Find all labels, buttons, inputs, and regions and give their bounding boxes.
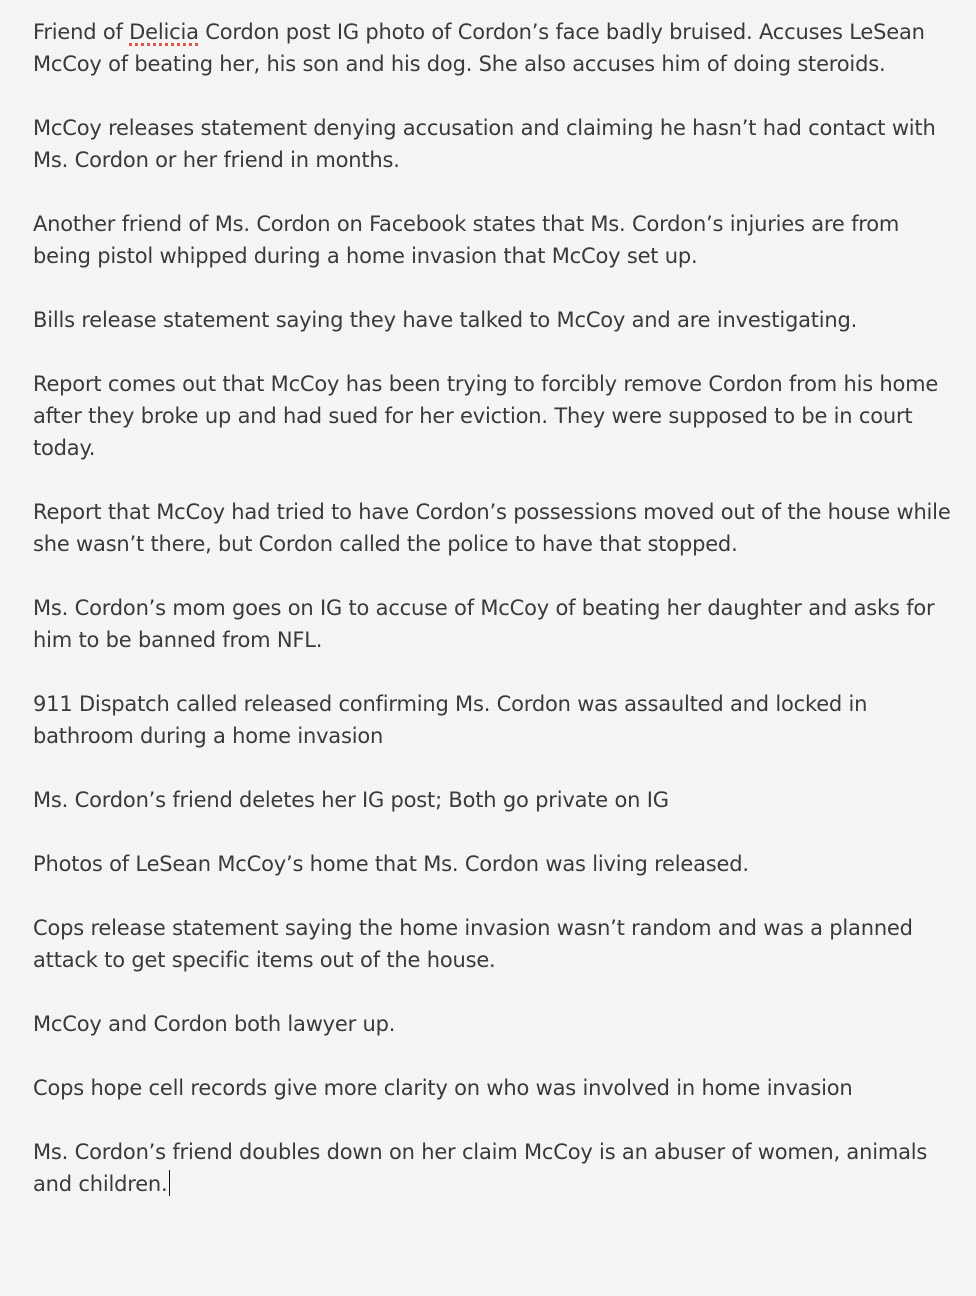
- note-paragraph: Report comes out that McCoy has been trying to forcibly remove Cordon from his home after they broke up and had sued for her eviction. They were supposed to be in court today.: [33, 372, 945, 460]
- note-paragraph: Photos of LeSean McCoy’s home that Ms. Cordon was living released.: [33, 852, 749, 876]
- text-cursor: [169, 1170, 171, 1196]
- misspelled-word[interactable]: Delicia: [129, 20, 199, 44]
- note-paragraph: [33, 1136, 953, 1200]
- paragraph-text: Cordon post IG photo of Cordon’s face badly bruised. Accuses LeSean McCoy of beating her, his son and his dog. She also accuses him of doing steroids.: [33, 20, 932, 76]
- note-paragraph: [33, 16, 953, 80]
- note-paragraph: Report that McCoy had tried to have Cordon’s possessions moved out of the house while she wasn’t there, but Cordon called the police to have that stopped.: [33, 500, 958, 556]
- paragraph-text: Ms. Cordon’s friend doubles down on her claim McCoy is an abuser of women, animals and children.: [33, 1140, 934, 1196]
- note-paragraph: Ms. Cordon’s friend deletes her IG post; Both go private on IG: [33, 788, 669, 812]
- note-paragraph: Another friend of Ms. Cordon on Facebook states that Ms. Cordon’s injuries are from being pistol whipped during a home invasion that McCoy set up.: [33, 212, 906, 268]
- note-paragraph: Ms. Cordon’s mom goes on IG to accuse of McCoy of beating her daughter and asks for him to be banned from NFL.: [33, 596, 941, 652]
- note-paragraph: McCoy releases statement denying accusation and claiming he hasn’t had contact with Ms. Cordon or her friend in months.: [33, 116, 943, 172]
- note-paragraph: Cops release statement saying the home invasion wasn’t random and was a planned attack to get specific items out of the house.: [33, 916, 920, 972]
- note-paragraph: McCoy and Cordon both lawyer up.: [33, 1012, 396, 1036]
- note-editor[interactable]: [33, 16, 958, 1232]
- note-paragraph: Bills release statement saying they have talked to McCoy and are investigating.: [33, 308, 858, 332]
- note-paragraph: Cops hope cell records give more clarity on who was involved in home invasion: [33, 1076, 853, 1100]
- paragraph-text: Friend of: [33, 20, 130, 44]
- note-paragraph: 911 Dispatch called released confirming Ms. Cordon was assaulted and locked in bathroom during a home invasion: [33, 692, 874, 748]
